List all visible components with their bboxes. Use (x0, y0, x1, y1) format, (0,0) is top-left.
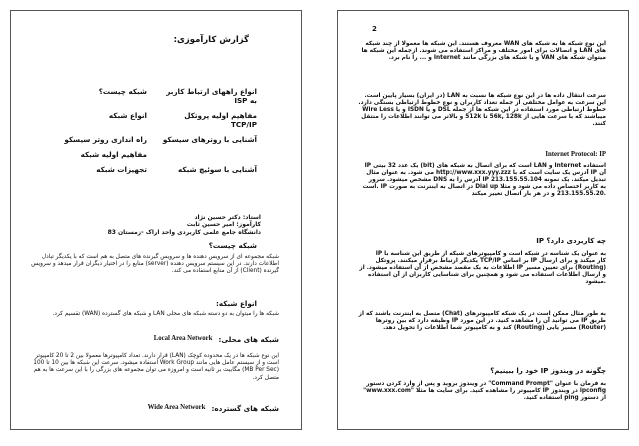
paragraph: IP به عنوان یک شناسه در شبکه است و کامپیوترهای شبکه از طریق این شناسه با یکدیگر ارتباط برقرار میکنند. پروتکل TCP/IP بر اساس IP کار میکند و برای ارسال اطلاعات به یک مقصد مشخص از آن استفاده میشود. از IP برای تعیین مسیر (Routing) و ارسال اطلاعات استفاده می شود و همچنین برای شناسایی کاربران از آن استفاده میشود. (359, 251, 606, 286)
toc-item: انواع شبکه (108, 111, 147, 120)
toc-item: شبکه چیست؟ (98, 87, 147, 96)
section-heading: Internet Protocol: IP (545, 151, 606, 158)
subsection-heading-en: Local Area Network (153, 335, 213, 342)
toc-item: مفاهیم اولیه شبکه (80, 150, 147, 159)
subsection-heading-en: Wide Area Network (147, 404, 206, 411)
table-of-contents (47, 87, 257, 180)
paragraph: به فرمان با عنوان "Command Prompt" در ویندوز بروید و پس از وارد کردن دستور ipconfig در ویندوز IP کامپیوتر را مشاهده کنید. برای سایت ها مثلا "www.xxx.com" از دستور ping استفاده کنید. (363, 381, 606, 402)
report-title: گزارش کارآموزی: (173, 35, 249, 45)
toc-item: راه اندازی روتر سیسکو (64, 135, 147, 144)
subsection-heading (31, 335, 279, 344)
subsection-heading-fa: شبکه های گسترده: (211, 404, 279, 413)
toc-row (47, 165, 257, 174)
toc-item: مفاهیم اولیه پروتکل TCP/IP (184, 111, 257, 129)
toc-row (47, 87, 257, 105)
paragraph: IP یک عدد 32 بیتی (bit) است که برای اتصال به شبکه های LAN و Internet استفاده می شود. به عنوان مثال http://www.xxx.yyy.zzz آدرس یک سایت است که با IP آن مشخص میشود. سرور DNS آدرس را به IP تبدیل میکند. یک نمونه 213.155.55.104 است. IP در اتصال به اینترنت به صورت Dial up به کاربر اختصاص داده می شود و مثلا 213.155.55.20 و در هر بار اتصال تغییر میکند. (362, 163, 606, 198)
university-line: دانشگاه جامع علمی کاربردی واحد اراک -زمستان 83 (107, 228, 261, 236)
page-number: 2 (372, 25, 377, 33)
toc-row (47, 135, 257, 144)
toc-row (47, 150, 257, 159)
toc-item: تجهیزات شبکه (96, 165, 147, 174)
toc-item: انواع راههای ارتباط کاربر به ISP (166, 87, 257, 105)
toc-item (157, 150, 257, 159)
section-heading: چگونه در ویندوز IP خود را ببینیم؟ (490, 367, 606, 375)
section-paragraph: شبکه ها را میتوان به دو دسته شبکه های محلی LAN و شبکه های گسترده (WAN) تقسیم کرد. (52, 311, 279, 317)
intern-line: کارآموز: امیر حسین ثابت (186, 221, 261, 229)
toc-row (47, 111, 257, 129)
subsection-heading (31, 404, 279, 413)
section-heading: IP چه کاربردی دارد؟ (536, 237, 606, 245)
subsection-heading-fa: شبکه های محلی: (218, 335, 279, 344)
paragraph: به طور مثال ممکن است در یک شبکه کامپیوترهای (Chat) متصل به اینترنت باشند که از طریق IP می توانید آن را مشاهده کنید. در این مورد IP وظیفه دارد که بین روترها (Router) مسیر یابی (Routing) کند و به کامپیوتر شما اطلاعات را تحویل دهد. (358, 311, 606, 332)
authors-block (108, 214, 261, 236)
section-paragraph: شبکه مجموعه ای از سرویس دهنده ها و سرویس گیرنده های متصل به هم است که با یکدیگر تبادل اطلاعات دارند. در این سیستم سرویس دهنده (server) منابع را در اختیار دیگران قرار میدهد و سرویس گیرنده (Client) از آن منابع استفاده می کند. (31, 254, 279, 275)
paragraph: این نوع شبکه ها به شبکه های WAN معروف هستند. این شبکه ها معمولا از چند شبکه های LAN و اتصالات برای امور مختلف و مراکز استفاده می شوند. ازجمله این شبکه ها میتوان شبکه های VAN و یا شبکه های بزرگی مانند Internet و ... را نام برد. (361, 41, 606, 62)
document-page-right (337, 10, 629, 430)
section-paragraph: این نوع شبکه ها در یک محدوده کوچک (LAN) قرار دارند. تعداد کامپیوترها معمولا بین 2 تا 20 کامپیوتر است و از سیستم عامل هایی مانند Work Group استفاده میشود. سرعت این شبکه ها بین 10 تا 100 (MB Per Sec) مگابیت بر ثانیه است و امروزه می توان مجموعه های بزرگی را با این سرعت ها به هم متصل کرد. (33, 353, 279, 381)
document-page-left (10, 10, 302, 430)
toc-item: آشنایی با سوئیچ شبکه (178, 165, 257, 174)
instructor-line: استاد: دکتر حسین نژاد (194, 214, 261, 221)
section-heading: شبکه چیست؟ (208, 241, 257, 250)
paragraph: سرعت انتقال داده ها در این نوع شبکه ها نسبت به LAN (در ایران) بسیار پایین است. این سرعت به عوامل مختلفی از جمله تعداد کاربران و نوع خطوط ارتباطی بستگی دارد. خطوط ارتباطی مورد استفاده در این شبکه ها از جمله DSL و یا ISDN و یا Wire Less میباشند که با سرعت هایی از 56k, 128k تا 512k و بالاتر می توانند اطلاعات را منتقل کنند. (358, 93, 606, 128)
section-heading: انواع شبکه: (216, 299, 257, 308)
toc-item: آشنایی با روترهای سیسکو (162, 135, 257, 144)
